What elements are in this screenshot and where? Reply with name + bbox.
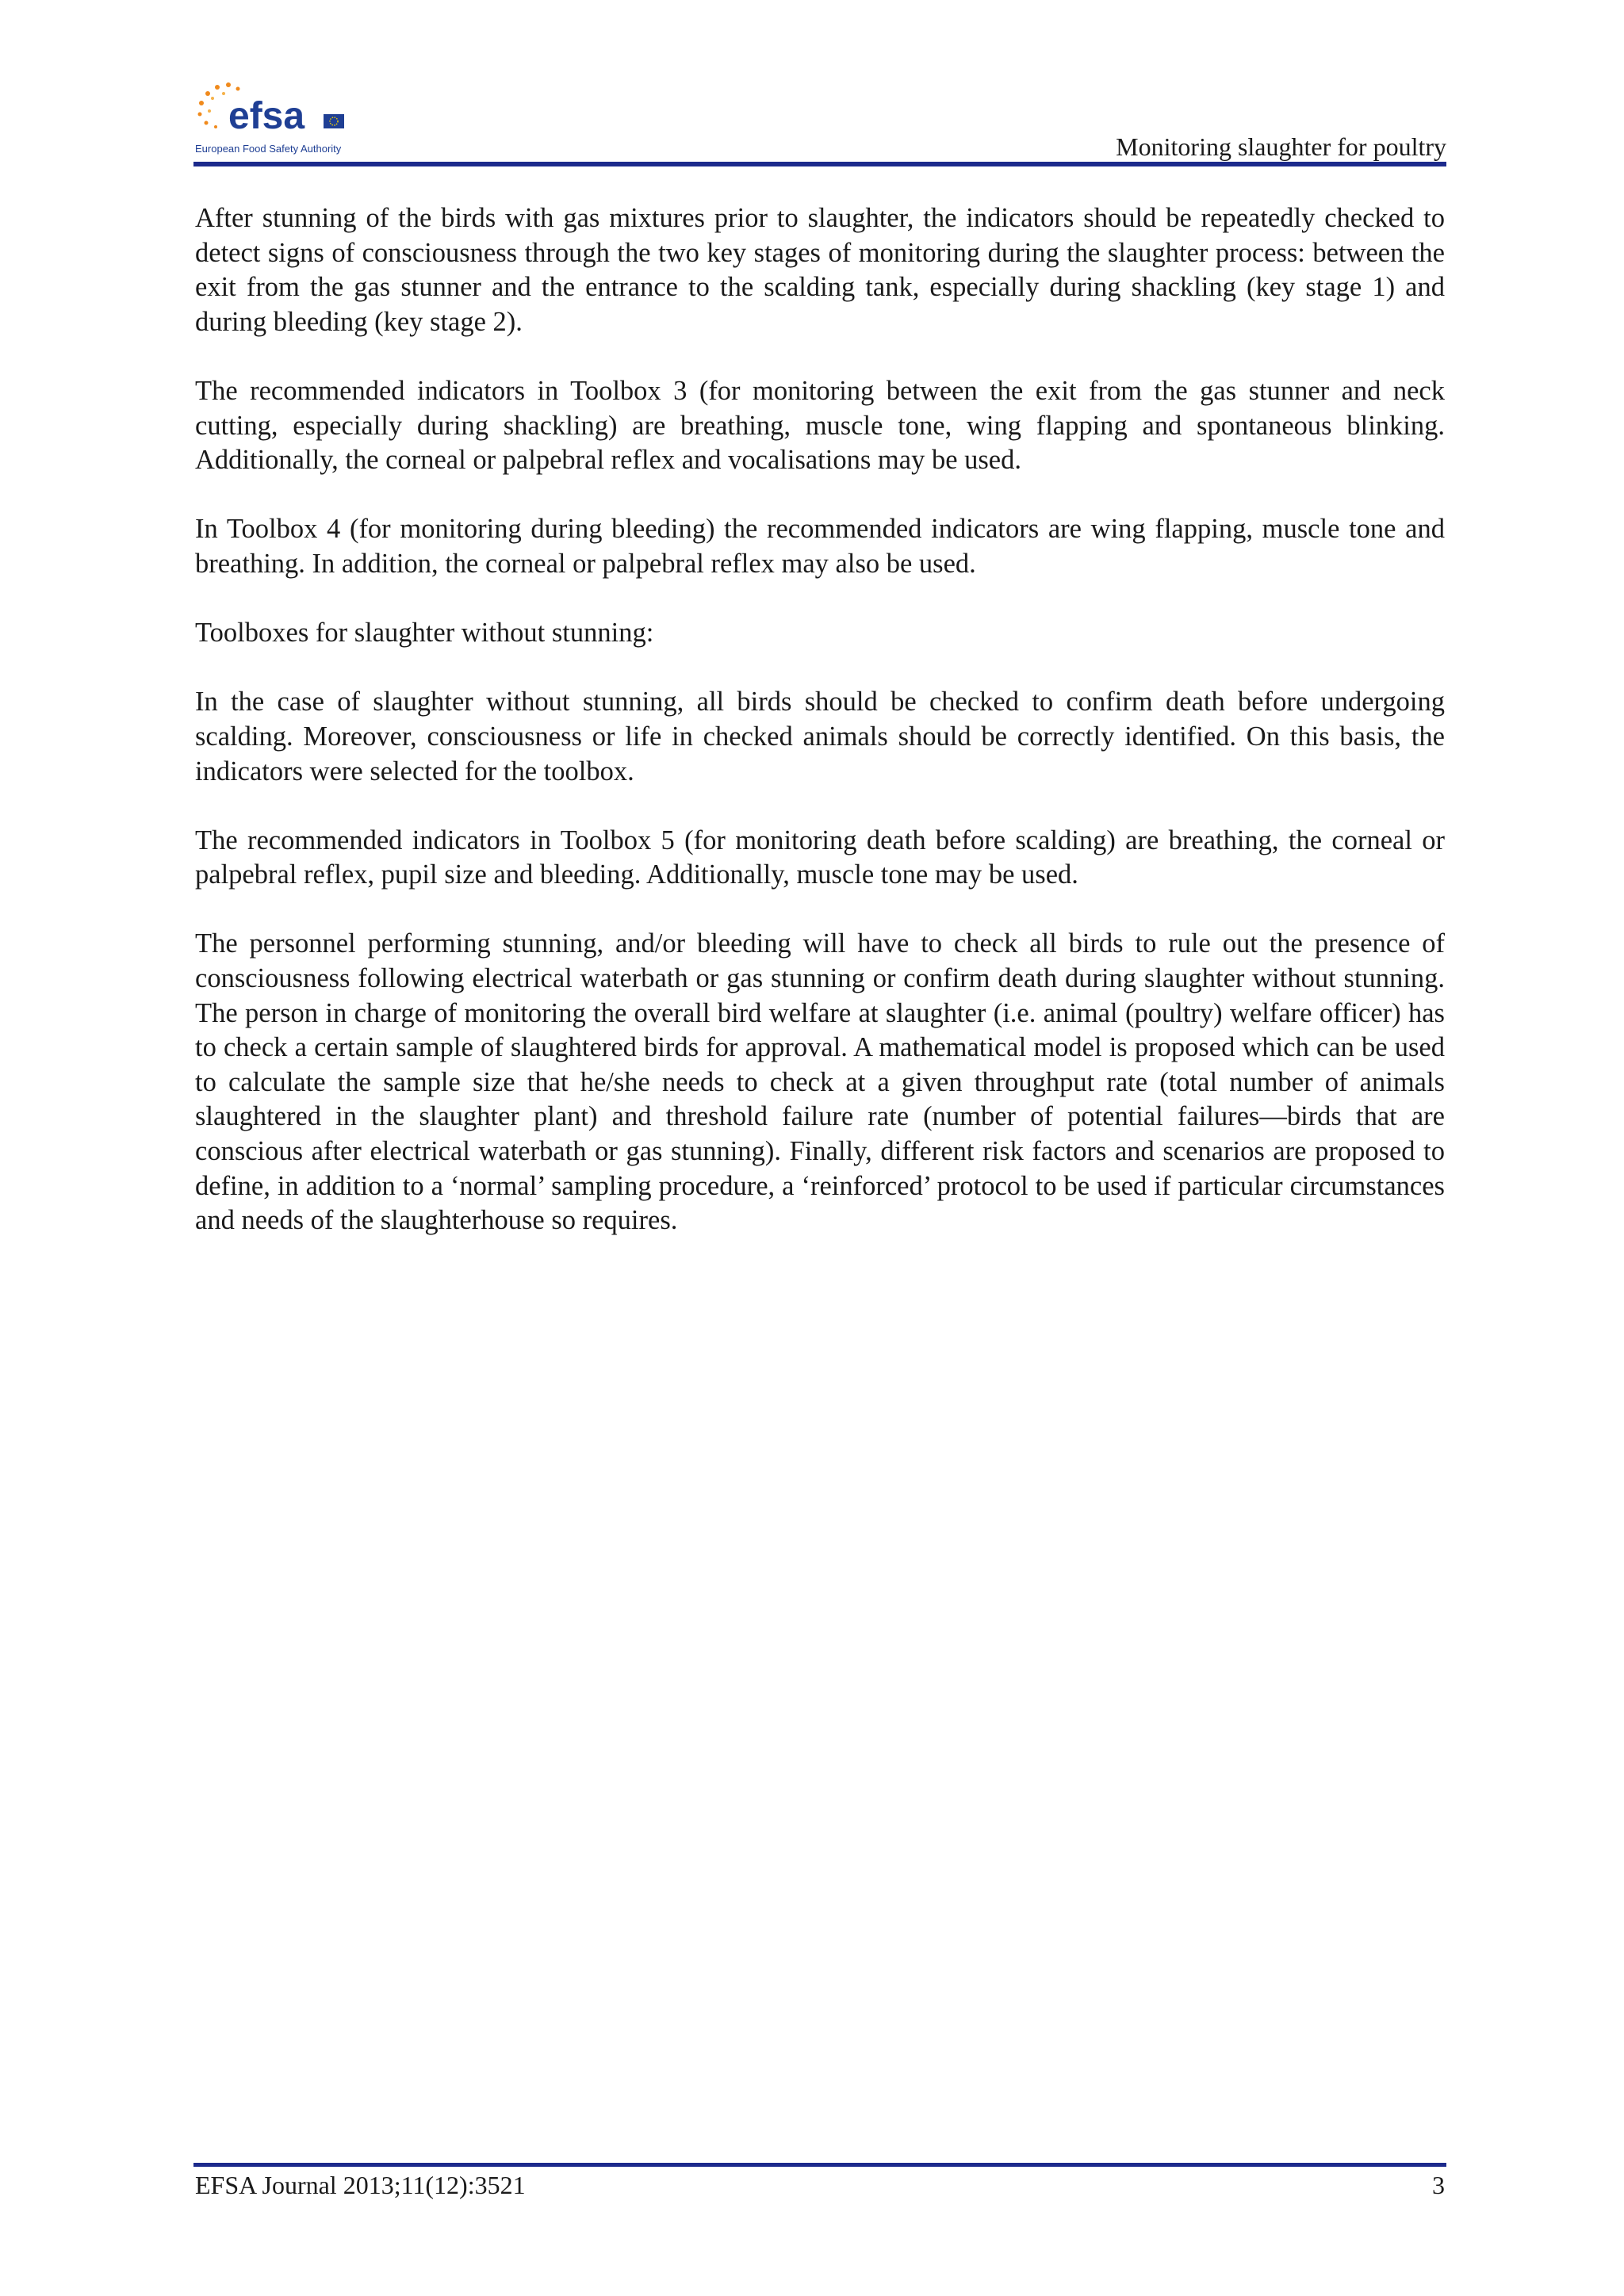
paragraph-toolbox-5: The recommended indicators in Toolbox 5 (for monitoring death before scalding) are breathing, the corneal or palpebral reflex, pupil size and bleeding. Additionally, muscle tone may be used. <box>195 825 1445 890</box>
body-text <box>195 201 1445 1272</box>
paragraph-toolbox-4: In Toolbox 4 (for monitoring during bleeding) the recommended indicators are wing flapping, muscle tone and breathing. In addition, the corneal or palpebral reflex may also be used. <box>195 514 1445 579</box>
efsa-logo-graphic <box>193 79 368 159</box>
efsa-logo <box>193 79 368 159</box>
footer-journal-reference: EFSA Journal 2013;11(12):3521 <box>195 2171 526 2199</box>
paragraph-without-stunning: In the case of slaughter without stunning, all birds should be checked to confirm death before undergoing scalding. Moreover, consciousness or life in checked animals should be correctly identified. On this basis, the indicators were selected for the toolbox. <box>195 687 1445 786</box>
paragraph-personnel: The personnel performing stunning, and/or bleeding will have to check all birds to rule out the presence of consciousness following electrical waterbath or gas stunning or confirm death during slaughter without stunning. The person in charge of monitoring the overall bird welfare at slaughter (i.e. animal (poultry) welfare officer) has to check a certain sample of slaughtered birds for approval. A mathematical model is proposed which can be used to calculate the sample size that he/she needs to check at a given throughput rate (total number of animals slaughtered in the slaughter plant) and threshold failure rate (number of potential failures—birds that are conscious after electrical waterbath or gas stunning). Finally, different risk factors and scenarios are proposed to define, in addition to a ‘normal’ sampling procedure, a ‘reinforced’ protocol to be used if particular circumstances and needs of the slaughterhouse so requires. <box>195 928 1445 1236</box>
paragraph-gas-stunning: After stunning of the birds with gas mixtures prior to slaughter, the indicators should be repeatedly checked to detect signs of consciousness through the two key stages of monitoring during the slaughter process: between the exit from the gas stunner and the entrance to the scalding tank, especially during shackling (key stage 1) and during bleeding (key stage 2). <box>195 203 1445 337</box>
paragraph-toolbox-3: The recommended indicators in Toolbox 3 (for monitoring between the exit from the gas stunner and neck cutting, especially during shackling) are breathing, muscle tone, wing flapping and spontaneous blinking. Additionally, the corneal or palpebral reflex and vocalisations may be used. <box>195 375 1445 476</box>
page-number: 3 <box>1432 2171 1445 2199</box>
running-header-title: Monitoring slaughter for poultry <box>1116 132 1446 161</box>
logo-subtitle: European Food Safety Authority <box>195 143 342 155</box>
paragraph-without-stunning-heading: Toolboxes for slaughter without stunning: <box>195 618 654 649</box>
header-rule <box>193 162 1446 166</box>
footer-rule <box>193 2163 1446 2167</box>
logo-wordmark: efsa <box>228 95 305 137</box>
